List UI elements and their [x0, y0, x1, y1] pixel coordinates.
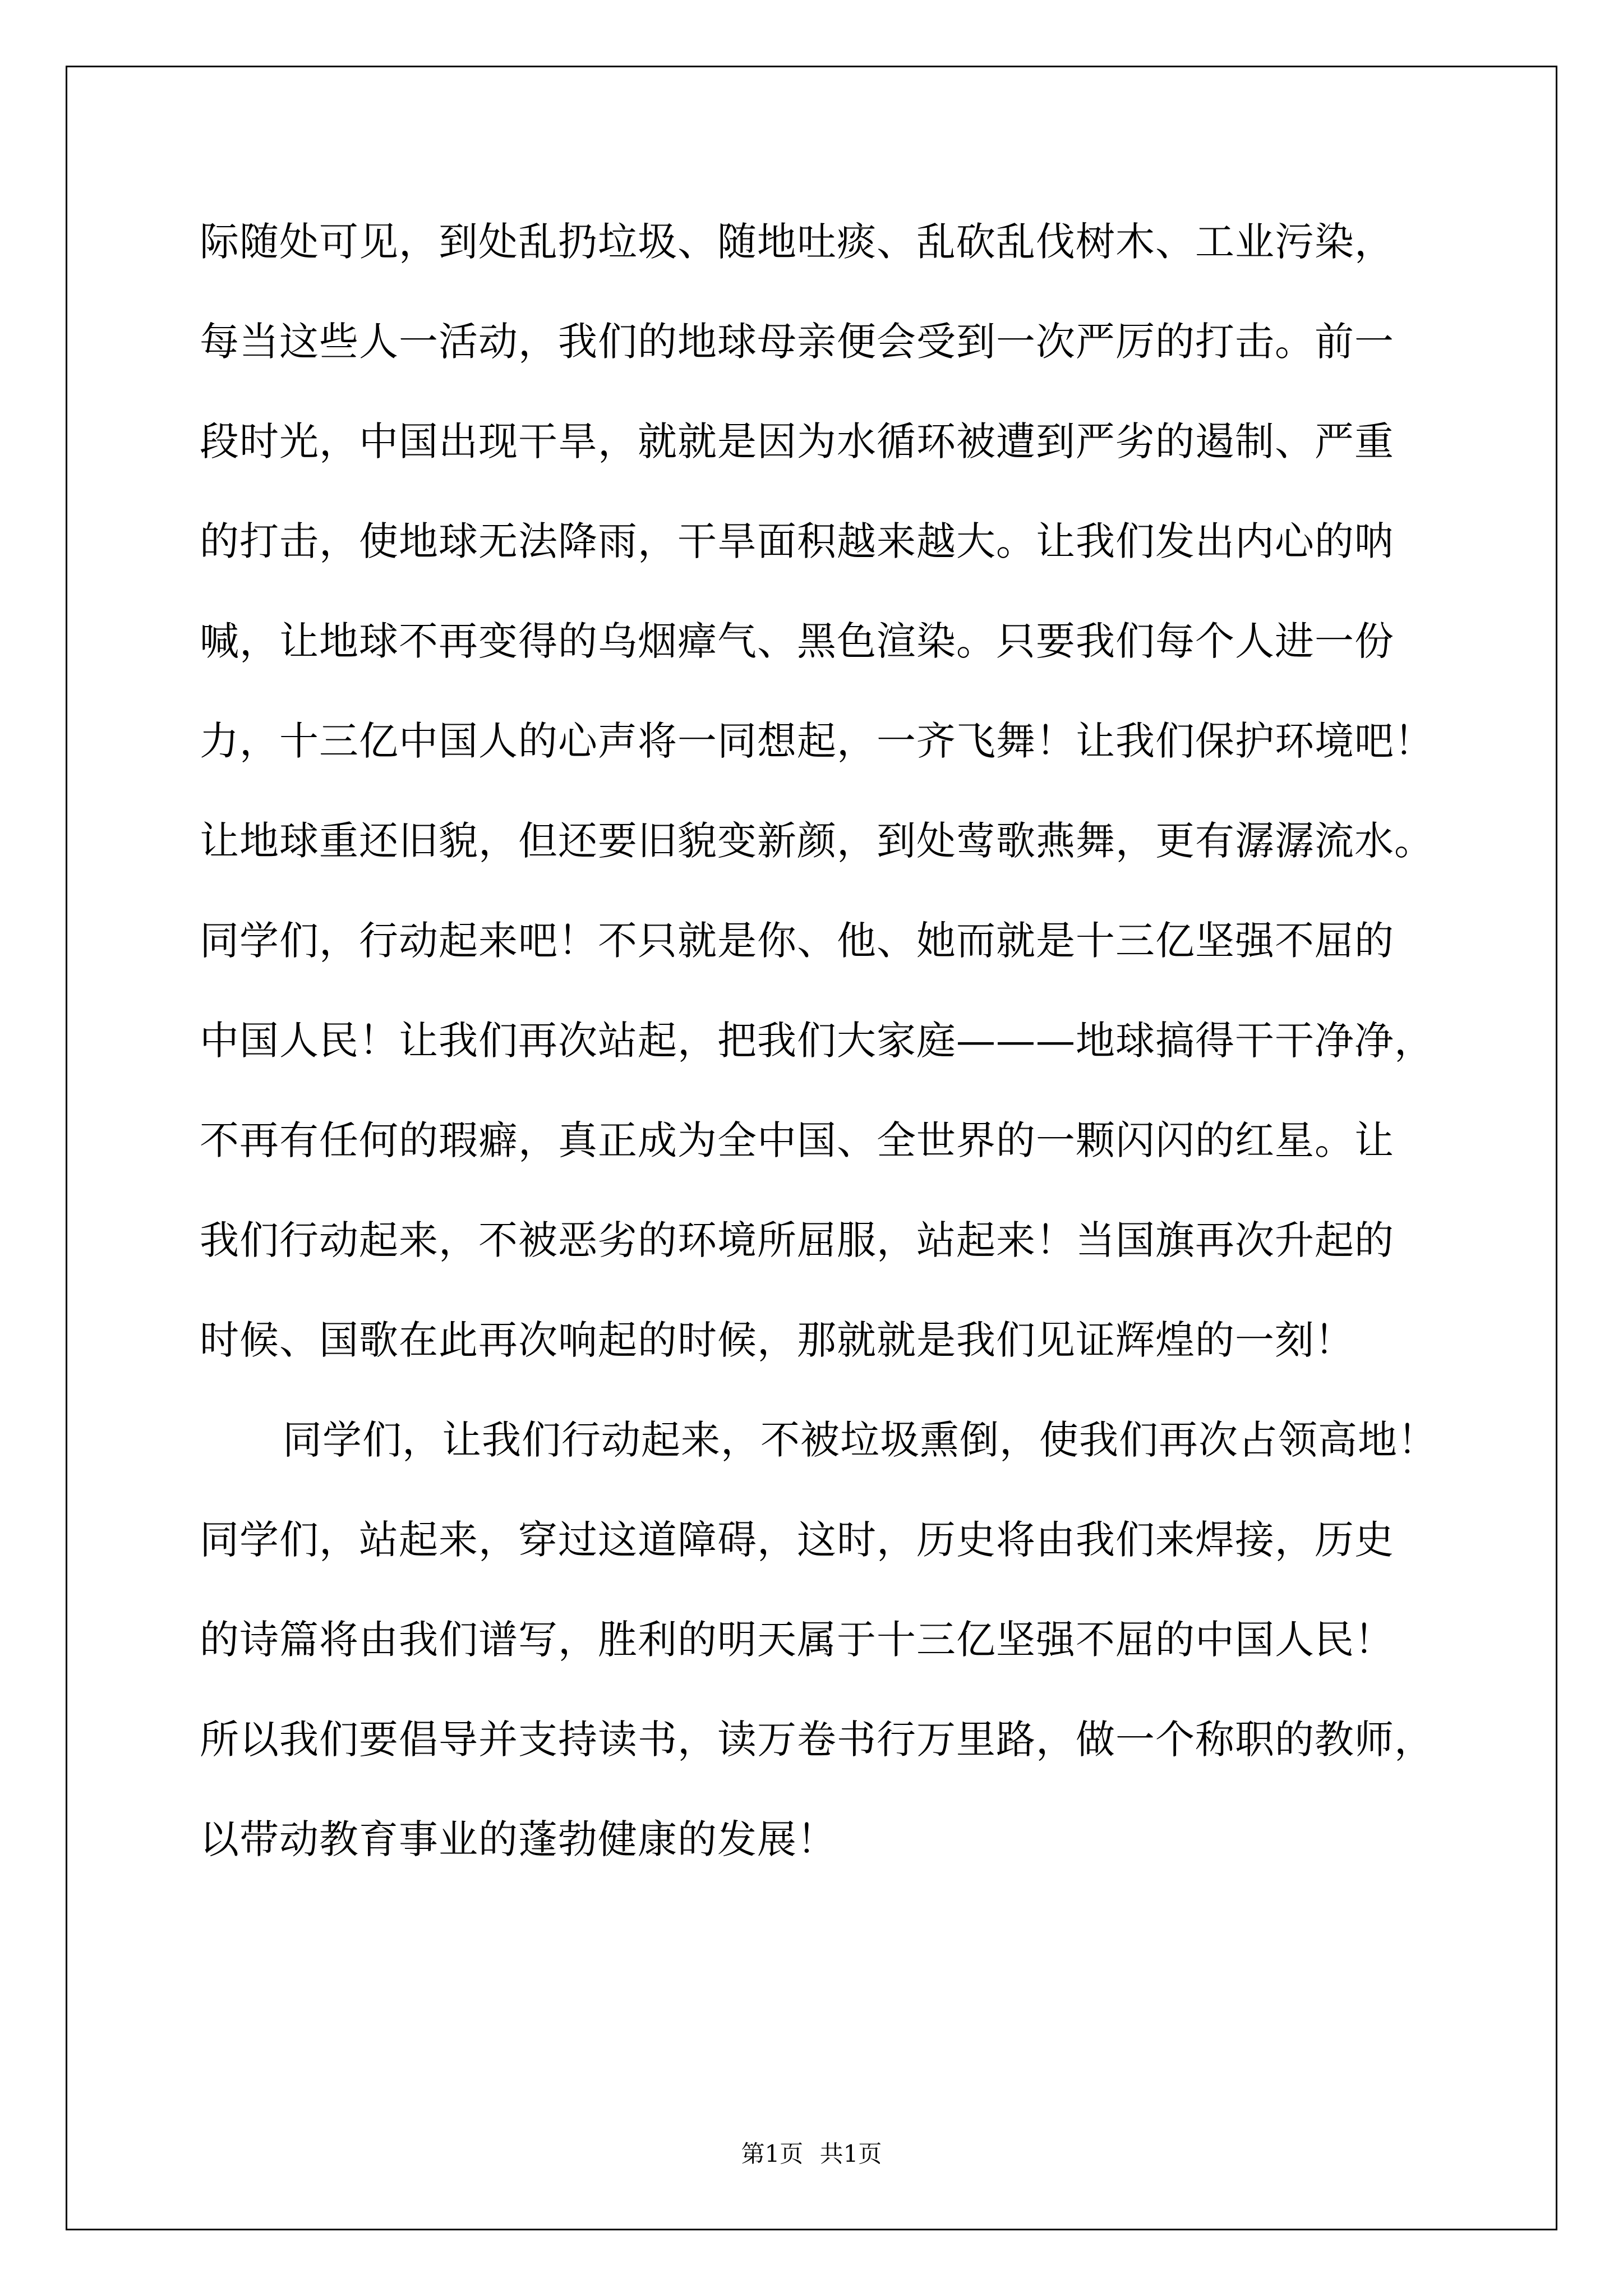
text-line: 同学们，行动起来吧！不只就是你、他、她而就是十三亿坚强不屈的	[200, 918, 1394, 964]
page-footer	[0, 2137, 1623, 2171]
text-line: 中国人民！让我们再次站起，把我们大家庭———地球搞得干干净净，	[200, 1018, 1434, 1064]
text-line: 不再有任何的瑕癖，真正成为全中国、全世界的一颗闪闪的红星。让	[200, 1117, 1394, 1163]
text-line: 喊，让地球不再变得的乌烟瘴气、黑色渲染。只要我们每个人进一份	[200, 618, 1394, 664]
text-line: 的打击，使地球无法降雨，干旱面积越来越大。让我们发出内心的呐	[200, 518, 1394, 564]
paragraph-first-line: 同学们，让我们行动起来，不被垃圾熏倒，使我们再次占领高地！	[283, 1417, 1437, 1463]
text-line: 所以我们要倡导并支持读书，读万卷书行万里路，做一个称职的教师，	[200, 1717, 1434, 1763]
text-line: 段时光，中国出现干旱，就就是因为水循环被遭到严劣的遏制、严重	[200, 418, 1394, 464]
text-line: 同学们，站起来，穿过这道障碍，这时，历史将由我们来焊接，历史	[200, 1517, 1394, 1563]
text-line: 每当这些人一活动，我们的地球母亲便会受到一次严厉的打击。前一	[200, 319, 1394, 365]
text-line: 的诗篇将由我们谱写，胜利的明天属于十三亿坚强不屈的中国人民！	[200, 1617, 1394, 1663]
text-line: 让地球重还旧貌，但还要旧貌变新颜，到处莺歌燕舞，更有潺潺流水。	[200, 818, 1434, 864]
text-line: 际随处可见，到处乱扔垃圾、随地吐痰、乱砍乱伐树木、工业污染，	[200, 219, 1394, 265]
text-line: 时候、国歌在此再次响起的时候，那就就是我们见证辉煌的一刻！	[200, 1317, 1354, 1363]
page-total: 共1页	[819, 2140, 882, 2168]
text-line: 以带动教育事业的蓬勃健康的发展！	[200, 1816, 837, 1862]
page-number: 第1页	[741, 2140, 804, 2168]
text-line: 我们行动起来，不被恶劣的环境所屈服，站起来！当国旗再次升起的	[200, 1217, 1394, 1263]
text-line: 力，十三亿中国人的心声将一同想起，一齐飞舞！让我们保护环境吧！	[200, 718, 1434, 764]
document-body	[200, 192, 1456, 1889]
